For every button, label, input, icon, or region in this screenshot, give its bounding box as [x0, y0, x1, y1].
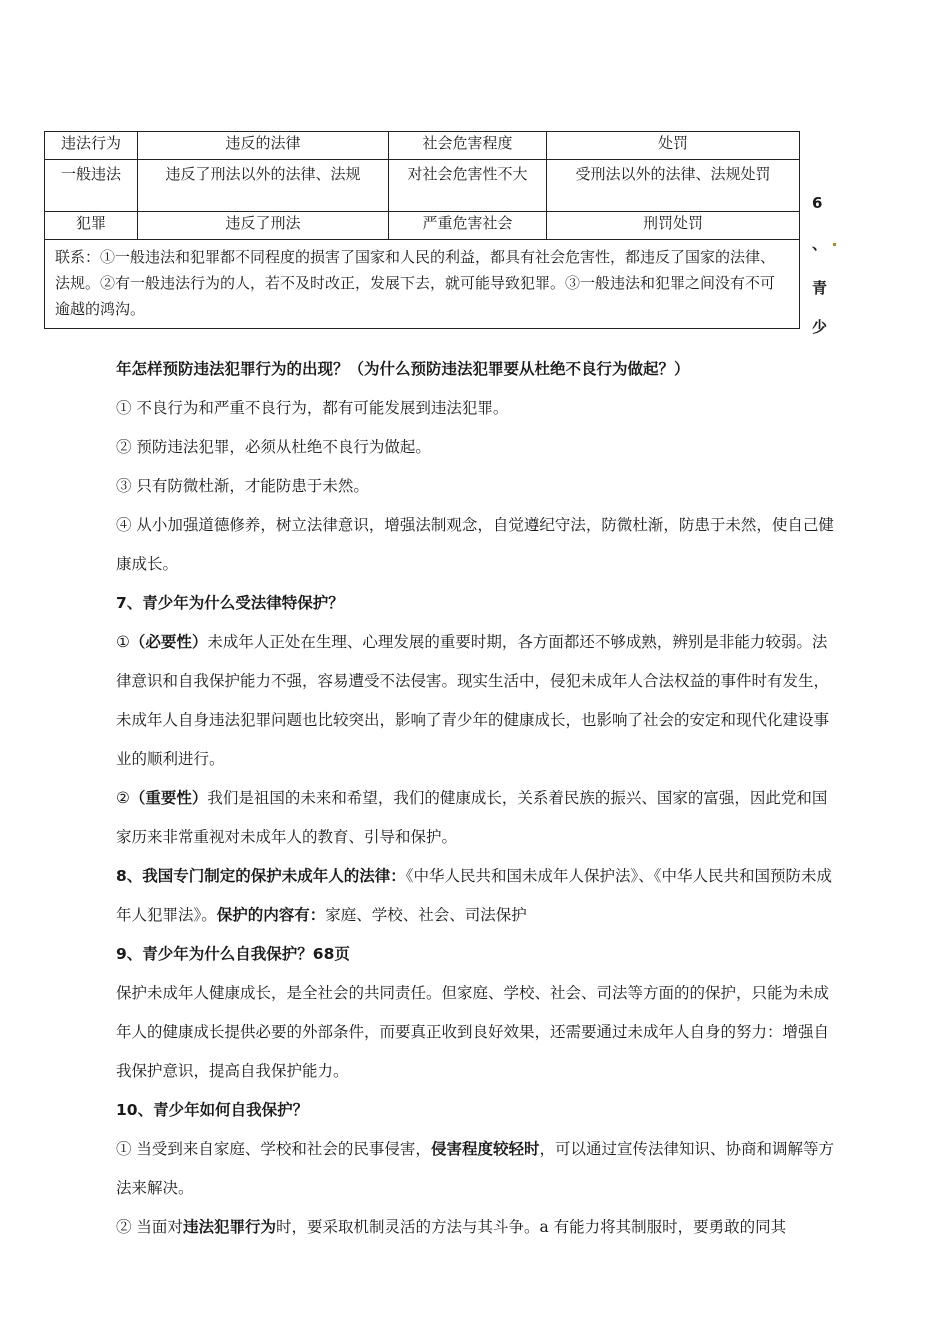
side-char: 6	[812, 194, 823, 212]
list-marker: ②	[116, 789, 130, 807]
connection-text: 联系：①一般违法和犯罪都不同程度的损害了国家和人民的利益，都具有社会危害性，都违反了国家的法律、法规。②有一般违法行为的人，若不及时改正，发展下去，就可能导致犯罪。③一般违法和犯罪之间没有不可逾越的鸿沟。	[45, 240, 800, 329]
section-heading: 7、青少年为什么受法律特保护？	[116, 594, 344, 612]
paragraph-text: 我们是祖国的未来和希望，我们的健康成长，关系着民族的振兴、国家的富强，因此党和国家历来非常重视对未成年人的教育、引导和保护。	[116, 789, 828, 846]
paragraph: ③ 只有防微杜渐，才能防患于未然。	[116, 477, 369, 495]
table-cell: 违反了刑法以外的法律、法规	[138, 160, 389, 212]
section-heading: 年怎样预防违法犯罪行为的出现？（为什么预防违法犯罪要从杜绝不良行为做起？）	[116, 360, 690, 378]
table-row	[45, 160, 800, 212]
paragraph-text: ，可以通过宣传法律知识、协商和调解等方法来解决。	[116, 1140, 834, 1197]
table-cell: 违反了刑法	[138, 212, 389, 240]
paragraph-text: 时，要采取机制灵活的方法与其斗争。a 有能力将其制服时，要勇敢的同其	[275, 1218, 787, 1236]
side-char: 青	[812, 279, 828, 297]
table-cell: 一般违法	[45, 160, 138, 212]
paragraph: ④ 从小加强道德修养，树立法律意识，增强法制观念，自觉遵纪守法，防微杜渐，防患于未然，使自己健康成长。	[116, 516, 834, 573]
side-char: 、	[812, 235, 828, 253]
section-heading: 9、青少年为什么自我保护？68页	[116, 945, 350, 963]
paragraph-text: ② 当面对	[116, 1218, 183, 1236]
table-header-cell: 社会危害程度	[389, 132, 547, 160]
bold-label: 侵害程度较轻时	[430, 1140, 540, 1158]
paragraph-text: 未成年人正处在生理、心理发展的重要时期，各方面都还不够成熟，辨别是非能力较弱。法律意识和自我保护能力不强，容易遭受不法侵害。现实生活中，侵犯未成年人合法权益的事件时有发生，未成年人自身违法犯罪问题也比较突出，影响了青少年的健康成长，也影响了社会的安定和现代化建设事业的顺利进行。	[116, 633, 830, 768]
paragraph	[116, 623, 838, 779]
table-cell: 受刑法以外的法律、法规处罚	[547, 160, 800, 212]
table-link-row	[45, 240, 800, 329]
document-body	[116, 350, 838, 1247]
table-header-cell: 违法行为	[45, 132, 138, 160]
bold-label: （必要性）	[129, 633, 208, 651]
paragraph: 保护未成年人健康成长，是全社会的共同责任。但家庭、学校、社会、司法等方面的的保护，只能为未成年人的健康成长提供必要的外部条件，而要真正收到良好效果，还需要通过未成年人自身的努力：增强自我保护意识，提高自我保护能力。	[116, 984, 830, 1080]
side-char: 少	[812, 318, 828, 336]
table-header-cell: 违反的法律	[138, 132, 389, 160]
law-names: 《中华人民共和国未成年人保护法》、《中华人民共和国预防未成年人犯罪法》。	[116, 867, 833, 924]
paragraph	[116, 1130, 838, 1208]
paragraph: ② 预防违法犯罪，必须从杜绝不良行为做起。	[116, 438, 431, 456]
paragraph: ① 不良行为和严重不良行为，都有可能发展到违法犯罪。	[116, 399, 509, 417]
table-header-cell: 处罚	[547, 132, 800, 160]
section-heading: 8、我国专门制定的保护未成年人的法律：	[116, 867, 406, 885]
paragraph	[116, 857, 838, 935]
table-cell: 犯罪	[45, 212, 138, 240]
decorative-dot	[833, 243, 836, 246]
table-cell: 严重危害社会	[389, 212, 547, 240]
section-heading: 10、青少年如何自我保护？	[116, 1101, 309, 1119]
paragraph	[116, 779, 838, 857]
paragraph-text: 家庭、学校、社会、司法保护	[325, 906, 527, 924]
bold-label: 保护的内容有：	[216, 906, 326, 924]
law-comparison-table	[44, 131, 800, 329]
bold-label: （重要性）	[129, 789, 208, 807]
table-row	[45, 212, 800, 240]
table-cell: 刑罚处罚	[547, 212, 800, 240]
table-cell: 对社会危害性不大	[389, 160, 547, 212]
paragraph-text: ① 当受到来自家庭、学校和社会的民事侵害，	[116, 1140, 431, 1158]
list-marker: ①	[116, 633, 130, 651]
bold-label: 违法犯罪行为	[182, 1218, 276, 1236]
table-header-row	[45, 132, 800, 160]
paragraph	[116, 1208, 838, 1247]
